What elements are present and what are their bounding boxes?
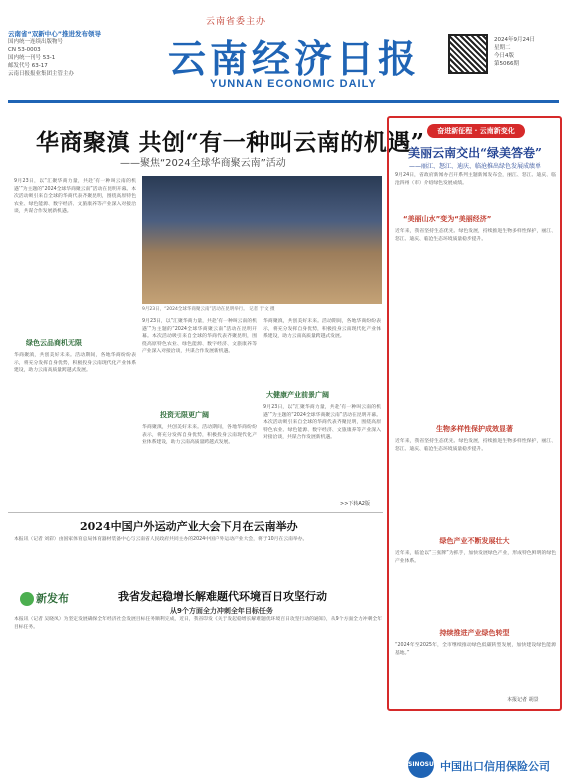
lead-green-label-3: 大健康产业前景广阔 <box>266 391 329 399</box>
lead-green-label-2: 投资无限更广阔 <box>160 411 209 419</box>
masthead-right-info <box>494 36 535 68</box>
lead-body-right-2: 9月23日，以“汇聚华商力量，共赴‘有一种叫云南的机遇’”为主题的“2024全球华商聚云南”活动在昆明开幕。本次活动吸引来自全球的华商代表齐聚昆明，围绕高原特色农业、绿色能源、数字经济、文旅康养等产业深入对接洽谈，共谋合作发展新机遇。 <box>263 405 381 440</box>
feature-subhead-2: 生物多样性保护成效显著 <box>436 425 513 433</box>
story-3-title: 我省发起稳增长解难题代环境百日攻坚行动 <box>118 590 327 603</box>
feature-signature: 本报记者 胡景 <box>507 697 539 703</box>
newspaper-title: 云南经济日报 <box>168 36 421 81</box>
feature-subhead-3: 绿色产业不断发展壮大 <box>439 537 510 545</box>
lead-green-label: 绿色云品商机无限 <box>26 339 82 347</box>
qr-code-icon <box>448 34 488 74</box>
masthead-left-line: 邮发代号 63-17 <box>8 63 48 69</box>
feature-body-1b: 近年来，我省坚持生态优先、绿色发展，持续推进生物多样性保护，丽江、怒江、迪庆、临沧生态环境质量稳步提升。 <box>395 229 556 242</box>
story-2-title: 2024中国户外运动产业大会下月在云南举办 <box>80 520 298 533</box>
feature-badge: 奋进新征程 · 云南新变化 <box>427 124 525 138</box>
masthead-divider <box>8 100 559 103</box>
masthead-left-info <box>8 30 128 78</box>
masthead-left-line: 国内统一刊号 53-1 <box>8 55 56 61</box>
sinosure-logo-icon: SINOSURE <box>408 752 434 778</box>
feature-subtitle: ——丽江、怒江、迪庆、临沧推出绿色发展成绩单 <box>408 163 541 170</box>
continued-note: >>下转A2版 <box>340 501 370 507</box>
feature-subhead-1: “美丽山水”变为“美丽经济” <box>403 215 492 223</box>
issue-number: 第5066期 <box>494 61 519 67</box>
feature-body-1: 9月24日，省政府新闻办召开系列主题新闻发布会，丽江、怒江、迪庆、临沧四州（市）介绍绿色发展成绩。 <box>395 173 556 186</box>
issue-weekday: 星期二 <box>494 45 511 51</box>
story-3-subtitle: 从9个方面全力冲刺全年目标任务 <box>170 607 273 615</box>
feature-body-3: 近年来，临沧以“三张牌”为抓手，加快发展绿色产业，形成特色鲜明的绿色产业体系。 <box>395 551 556 564</box>
masthead-left-line: CN 53-0003 <box>8 47 41 53</box>
lead-body-left: 9月23日，以“汇聚华商力量，共赴‘有一种叫云南的机遇’”为主题的“2024全球华商聚云南”活动在昆明开幕。本次活动吸引来自全球的华商代表齐聚昆明，围绕高原特色农业、绿色能源、数字经济、文旅康养等产业深入对接洽谈，共谋合作发展新机遇。 <box>14 179 136 214</box>
masthead <box>0 0 567 108</box>
lead-headline: 华商聚滇 共创“有一种叫云南的机遇” <box>36 129 425 156</box>
issue-pages: 今日4版 <box>494 53 514 59</box>
lead-photo <box>142 176 382 304</box>
lead-body-mid: 9月23日，以“汇聚华商力量，共赴‘有一种叫云南的机遇’”为主题的“2024全球华商聚云南”活动在昆明开幕。本次活动吸引来自全球的华商代表齐聚昆明，围绕高原特色农业、绿色能源、数字经济、文旅康养等产业深入对接洽谈，共谋合作发展新机遇。 <box>142 319 257 354</box>
feature-body-4: “2024年至2025年，全市继续推动绿色低碳转型发展，加快建设绿色能源基地。” <box>395 643 556 656</box>
lead-body-mid-2: 华商聚滇，共创美好未来。活动期间，各地华商纷纷表示，将充分发挥自身优势，积极投身云南现代化产业体系建设，助力云南高质量跨越式发展。 <box>142 425 257 445</box>
lead-body-left-2: 华商聚滇，共创美好未来。活动期间，各地华商纷纷表示，将充分发挥自身优势，积极投身云南现代化产业体系建设，助力云南高质量跨越式发展。 <box>14 353 136 373</box>
section-divider <box>8 512 383 513</box>
masthead-left-lead: 云南省“双新中心”推进发布领导 <box>8 30 102 38</box>
feature-subhead-4: 持续推进产业绿色转型 <box>439 629 510 637</box>
story-2-body: 本报讯（记者 刘彩）由国家体育总局体育器材装备中心与云南省人民政府共同主办的2024中国户外运动产业大会，将于10月在云南举办。 <box>14 537 308 542</box>
lead-subheadline: ——聚焦“2024全球华商聚云南”活动 <box>120 158 286 169</box>
lead-photo-caption: 9月23日，“2024全球华商聚云南”活动在昆明举行。 记者 于文 摄 <box>142 307 275 312</box>
sinosure-name: 中国出口信用保险公司 <box>440 760 550 773</box>
feature-panel <box>387 116 562 711</box>
lead-body-right: 华商聚滇，共创美好未来。活动期间，各地华商纷纷表示，将充分发挥自身优势，积极投身云南现代化产业体系建设，助力云南高质量跨越式发展。 <box>263 319 381 339</box>
masthead-slogan: 云南省委主办 <box>206 17 267 27</box>
story-3-body: 本报讯（记者 吴晓凤）为坚定发展确保全年经济社会发展目标任务顺利完成，近日，我省印发《关于发起稳增长解难题优环境百日攻坚行动的通知》，从9个方面全力冲刺全年目标任务。 <box>14 617 382 630</box>
news-tag-icon <box>20 592 34 606</box>
issue-date: 2024年9月24日 <box>494 37 535 43</box>
masthead-left-line: 国内统一连续出版物号 <box>8 39 64 45</box>
newspaper-subtitle: YUNNAN ECONOMIC DAILY <box>210 78 377 90</box>
feature-title: 美丽云南交出“绿美答卷” <box>408 146 542 160</box>
feature-body-2: 近年来，我省坚持生态优先、绿色发展，持续推进生物多样性保护，丽江、怒江、迪庆、临沧生态环境质量稳步提升。 <box>395 439 556 452</box>
masthead-left-line: 云南日报报业集团主管主办 <box>8 71 75 77</box>
news-tag: 新发布 <box>36 592 69 605</box>
